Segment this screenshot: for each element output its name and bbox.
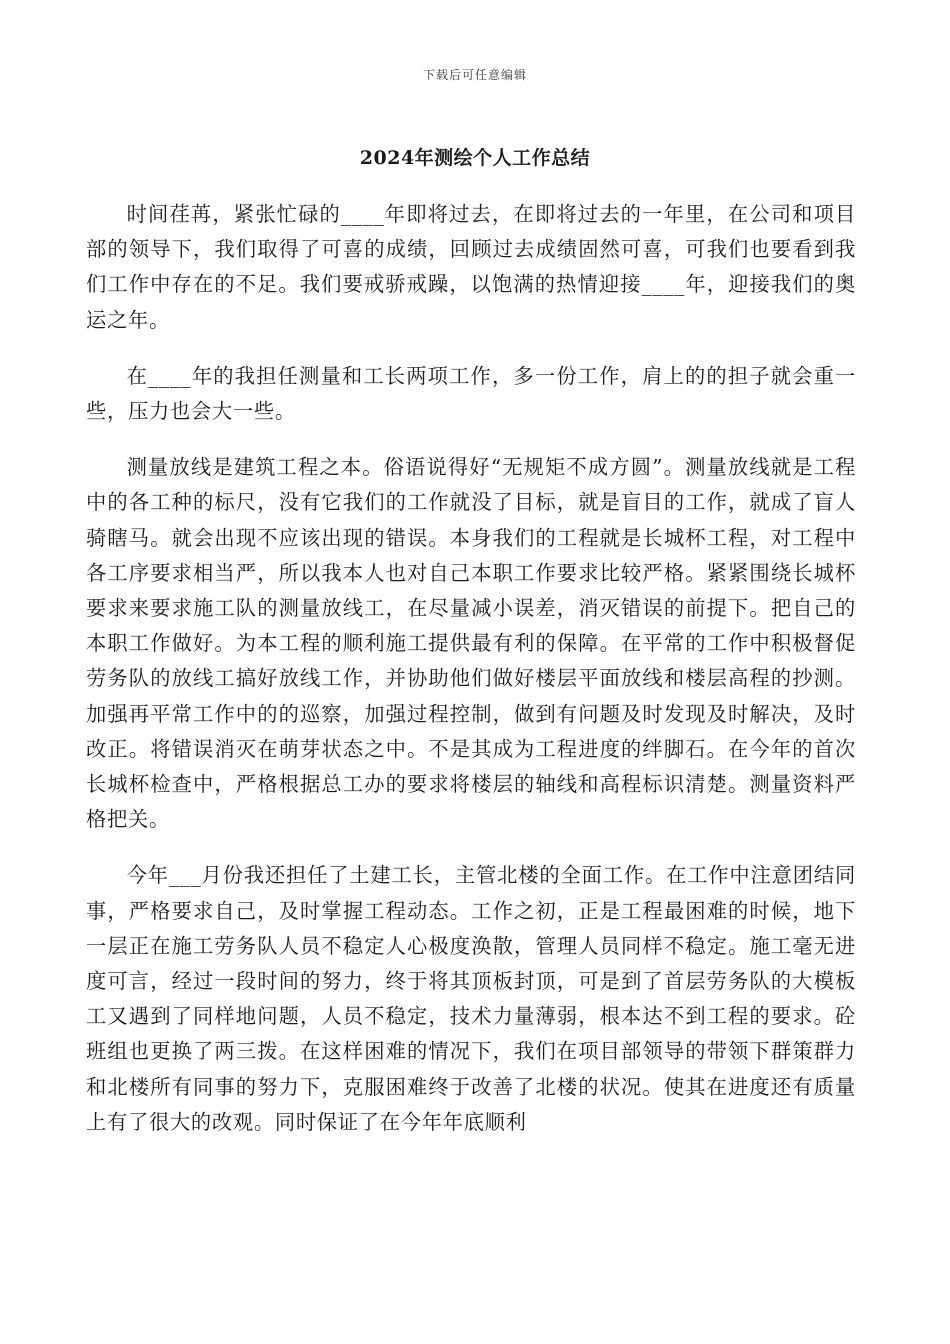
paragraph-roles: 在____年的我担任测量和工长两项工作，多一份工作，肩上的的担子就会重一些，压力也会大一些。: [86, 363, 856, 424]
paragraph-intro: 时间荏苒，紧张忙碌的____年即将过去，在即将过去的一年里，在公司和项目部的领导下，我们取得了可喜的成绩，回顾过去成绩固然可喜，可我们也要看到我们工作中存在的不足。我们要戒骄戒躁，以饱满的热情迎接____年，迎接我们的奥运之年。: [86, 202, 856, 332]
document-body: [86, 197, 856, 1161]
paragraph-foreman: 今年___月份我还担任了土建工长，主管北楼的全面工作。在工作中注意团结同事，严格要求自己，及时掌握工程动态。工作之初，正是工程最困难的时候，地下一层正在施工劳务队人员不稳定人心极度涣散，管理人员同样不稳定。施工毫无进度可言，经过一段时间的努力，终于将其顶板封顶，可是到了首层劳务队的大模板工又遇到了同样地问题，人员不稳定，技术力量薄弱，根本达不到工程的要求。砼班组也更换了两三拨。在这样困难的情况下，我们在项目部领导的带领下群策群力和北楼所有同事的努力下，克服困难终于改善了北楼的状况。使其在进度还有质量上有了很大的改观。同时保证了在今年年底顺利: [86, 863, 856, 1134]
document-title: 2024年测绘个人工作总结: [359, 147, 591, 169]
paragraph-surveying: 测量放线是建筑工程之本。俗语说得好“无规矩不成方圆”。测量放线就是工程中的各工种的标尺，没有它我们的工作就没了目标，就是盲目的工作，就成了盲人骑瞎马。就会出现不应该出现的错误。本身我们的工程就是长城杯工程，对工程中各工序要求相当严，所以我本人也对自己本职工作要求比较严格。紧紧围绕长城杯要求来要求施工队的测量放线工，在尽量减小误差，消灭错误的前提下。把自己的本职工作做好。为本工程的顺利施工提供最有利的保障。在平常的工作中积极督促劳务队的放线工搞好放线工作，并协助他们做好楼层平面放线和楼层高程的抄测。加强再平常工作中的的巡察，加强过程控制，做到有问题及时发现及时解决，及时改正。将错误消灭在萌芽状态之中。不是其成为工程进度的绊脚石。在今年的首次长城杯检查中，严格根据总工办的要求将楼层的轴线和高程标识清楚。测量资料严格把关。: [86, 455, 856, 832]
header-note: 下载后可任意编辑: [422, 68, 527, 82]
